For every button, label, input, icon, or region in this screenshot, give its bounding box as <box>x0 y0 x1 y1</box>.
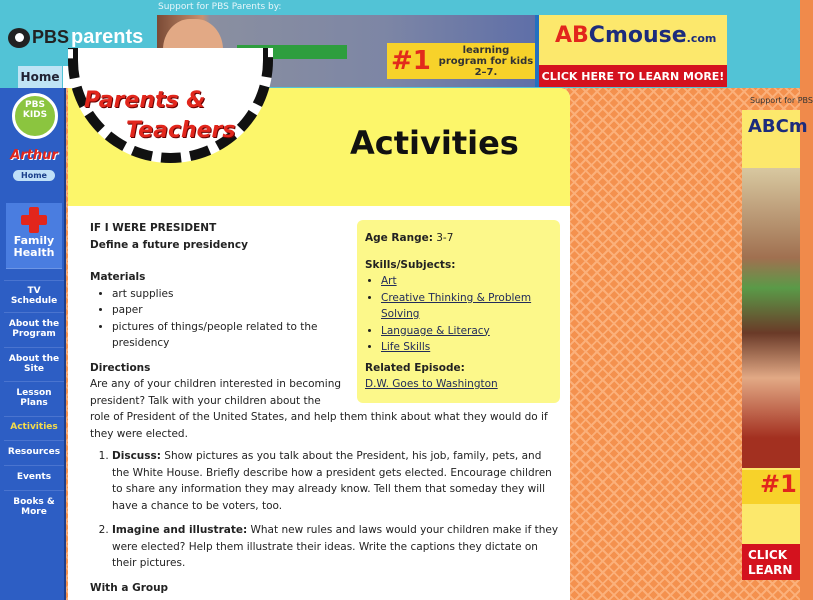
skill-link-language-literacy[interactable]: Language & Literacy <box>381 324 490 337</box>
directions-intro: Are any of your children interested in becoming president? Talk with your children about the role of President of the United States, and help them think about what they would do if they were elected. <box>90 378 548 440</box>
arthur-home-button[interactable]: Home <box>13 170 55 181</box>
related-episode-link[interactable]: D.W. Goes to Washington <box>365 378 498 390</box>
pbs-head-icon <box>8 28 30 48</box>
ad-tagline: learning program for kids 2–7. <box>438 44 534 78</box>
ad-cta-button[interactable]: CLICK HERE TO LEARN MORE! <box>539 65 727 87</box>
activity-info-box <box>357 220 560 403</box>
abcmouse-logo: ABCmouse.com <box>555 23 717 48</box>
page-title: Activities <box>350 124 519 162</box>
step-item: 2. Imagine and illustrate: What new rules and laws would your children make if they were elected? Help them illustrate their ideas. Write the captions they dictate on their pictures. <box>112 522 560 572</box>
group-heading: With a Group <box>90 581 169 594</box>
right-ad-image <box>742 168 800 468</box>
sidebar-item-activities[interactable]: Activities <box>4 416 64 440</box>
pbs-kids-logo[interactable]: PBS KIDS <box>12 93 58 139</box>
right-ad-logo: ABCm <box>748 116 808 137</box>
arthur-home-link[interactable] <box>8 148 60 182</box>
activity-subtitle: Define a future presidency <box>90 238 248 251</box>
sidebar-item-resources[interactable]: Resources <box>4 440 64 465</box>
red-cross-icon <box>21 207 47 233</box>
logo-parents: parents <box>71 26 144 48</box>
right-sponsor-text: Support for PBS <box>750 96 813 105</box>
pbs-parents-logo[interactable] <box>8 26 155 49</box>
skill-link-art[interactable]: Art <box>381 275 397 287</box>
parents-teachers-logo[interactable]: Parents & <box>84 88 206 113</box>
skill-link-creative-thinking[interactable]: Creative Thinking & Problem Solving <box>381 291 532 320</box>
sidebar-item-tv-schedule[interactable]: TV Schedule <box>4 280 64 310</box>
step-item: 1. Discuss: Show pictures as you talk about the President, his job, family, pets, and the White House. Briefly describe how a president gets elected. Encourage children to share any information they may already know. Tell them that someday they will have a chance to be voters, too. <box>112 448 560 514</box>
right-ad-cta[interactable]: CLICK LEARN <box>742 544 800 580</box>
right-abcmouse-ad[interactable] <box>742 110 808 580</box>
skill-link-life-skills[interactable]: Life Skills <box>381 341 431 353</box>
activity-content <box>90 220 560 596</box>
family-health-label: Family Health <box>13 234 55 259</box>
related-episode-label: Related Episode: <box>365 361 465 374</box>
sidebar-item-about-program[interactable]: About the Program <box>4 312 64 346</box>
list-item: • paper <box>112 302 560 319</box>
sponsor-text: Support for PBS Parents by: <box>158 2 282 12</box>
sidebar-item-events[interactable]: Events <box>4 465 64 490</box>
list-item: • art supplies <box>112 286 560 303</box>
sidebar-item-family-health[interactable] <box>6 203 62 269</box>
sidebar-item-books-more[interactable]: Books & More <box>4 490 64 524</box>
logo-pbs: PBS <box>32 27 70 47</box>
age-range-label: Age Range: <box>365 232 433 244</box>
sidebar-item-about-site[interactable]: About the Site <box>4 347 64 381</box>
sidebar-item-lesson-plans[interactable]: Lesson Plans <box>4 381 64 415</box>
skills-label: Skills/Subjects: <box>365 258 456 271</box>
main-panel <box>68 88 570 600</box>
sidebar <box>0 88 66 600</box>
ad-number: #1 <box>391 46 431 76</box>
directions-heading: Directions <box>90 361 151 374</box>
steps-list <box>112 448 560 572</box>
arthur-logo: Arthur <box>10 148 58 163</box>
parents-teachers-logo-line2: Teachers <box>126 118 236 143</box>
right-ad-number: #1 <box>742 470 800 504</box>
activity-title: IF I WERE PRESIDENT <box>90 222 217 234</box>
age-range-value: 3-7 <box>432 232 454 244</box>
tab-home[interactable]: Home <box>18 66 62 88</box>
list-item: • pictures of things/people related to the presidency <box>112 319 560 352</box>
page-header <box>68 88 570 206</box>
materials-heading: Materials <box>90 271 146 283</box>
